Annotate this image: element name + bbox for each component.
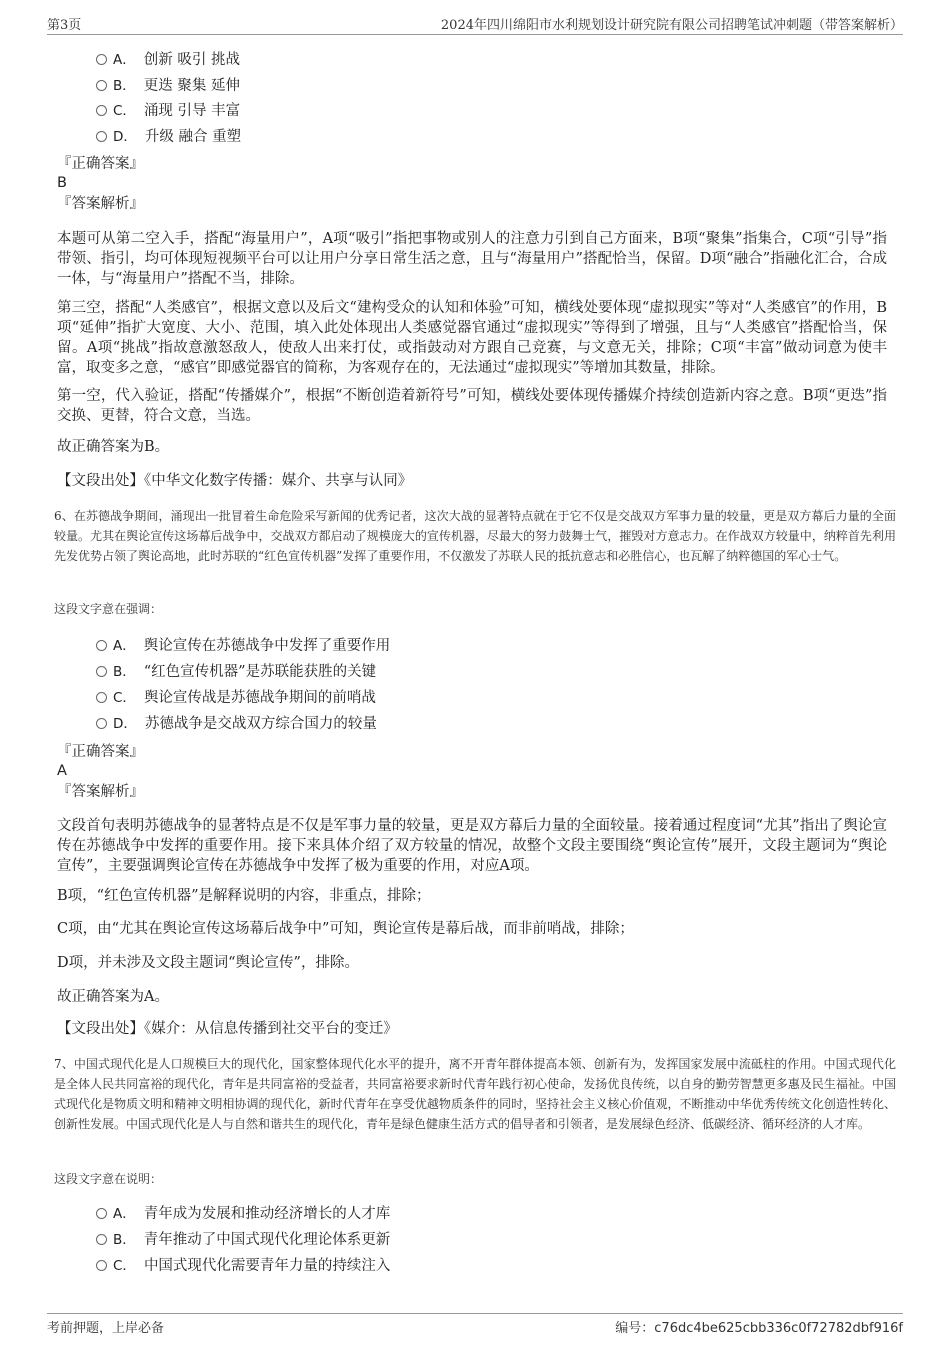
radio-icon[interactable]: [96, 80, 107, 91]
q6-option-b[interactable]: B． “红色宣传机器”是苏联能获胜的关键: [96, 662, 376, 682]
q5-option-b[interactable]: B． 更迭 聚集 延伸: [96, 76, 240, 96]
q5-answer: B: [57, 175, 67, 191]
radio-icon[interactable]: [96, 666, 107, 677]
q5-analysis-paragraph: 第一空，代入验证，搭配“传播媒介”，根据“不断创造着新符号”可知，横线处要体现传播媒介持续创造新内容之意。B项“更迭”指交换、更替，符合文意，当选。: [57, 388, 887, 424]
q7-question: 7、中国式现代化是人口规模巨大的现代化，国家整体现代化水平的提升，离不开青年群体提高本领、创新有为，发挥国家发展中流砥柱的作用。中国式现代化是全体人民共同富裕的现代化，青年是共同富裕的受益者，共同富裕要求新时代青年践行初心使命，发扬优良传统，以自身的勤劳智慧更多惠及民生福祉。中国式现代化是物质文明和精神文明相协调的现代化，新时代青年在享受优越物质条件的同时，坚持社会主义核心价值观，不断推动中华优秀传统文化创造性转化、创新性发展。中国式现代化是人与自然和谐共生的现代化，青年是绿色健康生活方式的倡导者和引领者，是发展绿色经济、低碳经济、循环经济的人才库。: [54, 1057, 896, 1131]
radio-icon[interactable]: [96, 718, 107, 729]
q5-analysis-paragraph: 本题可从第二空入手，搭配“海量用户”，A项“吸引”指把事物或别人的注意力引到自己方面来，B项“聚集”指集合，C项“引导”指带领、指引，均可体现短视频平台可以让用户分享日常生活之意，且与“海量用户”搭配恰当，保留。D项“融合”指融化汇合，合成一体，与“海量用户”搭配不当，排除。: [57, 231, 887, 287]
q6-analysis-paragraph: B项，“红色宣传机器”是解释说明的内容，非重点，排除；: [57, 888, 431, 904]
document-title: 2024年四川绵阳市水利规划设计研究院有限公司招聘笔试冲刺题（带答案解析）: [440, 18, 903, 33]
radio-icon[interactable]: [96, 131, 107, 142]
q6-analysis-paragraph: C项，由“尤其在舆论宣传这场幕后战争中”可知，舆论宣传是幕后战，而非前哨战，排除；: [57, 921, 634, 937]
code-value: c76dc4be625cbb336c0f72782dbf916f: [654, 1321, 903, 1336]
code-label: 编号：: [615, 1321, 655, 1336]
q7-option-c[interactable]: C． 中国式现代化需要青年力量的持续注入: [96, 1256, 390, 1276]
page-number: 第3页: [47, 18, 82, 33]
q5-analysis-paragraph: 第三空，搭配“人类感官”，根据文意以及后文“建构受众的认知和体验”可知，横线处要体现“虚拟现实”等对“人类感官”的作用，B项“延伸”指扩大宽度、大小、范围，填入此处体现出人类感觉器官通过“虚拟现实”等得到了增强，且与“人类感官”搭配恰当，保留。A项“挑战”指故意激怒敌人，使敌人出来打仗，或指鼓动对方跟自己竞赛，与文意无关，排除；C项“丰富”做动词意为使丰富，取变多之意，“感官”即感觉器官的简称，为客观存在的，无法通过“虚拟现实”等增加其数量，排除。: [57, 300, 887, 376]
q7-option-b[interactable]: B． 青年推动了中国式现代化理论体系更新: [96, 1230, 390, 1250]
q5-option-d[interactable]: D． 升级 融合 重塑: [96, 127, 241, 147]
q6-option-d[interactable]: D． 苏德战争是交战双方综合国力的较量: [96, 714, 377, 734]
radio-icon[interactable]: [96, 1234, 107, 1245]
q5-analysis-label: 『答案解析』: [57, 196, 144, 212]
radio-icon[interactable]: [96, 640, 107, 651]
radio-icon[interactable]: [96, 1260, 107, 1271]
radio-icon[interactable]: [96, 105, 107, 116]
q6-question: 6、在苏德战争期间，涌现出一批冒着生命危险采写新闻的优秀记者，这次大战的显著特点就在于它不仅是交战双方军事力量的较量，更是双方幕后力量的全面较量。尤其在舆论宣传这场幕后战争中，交战双方都启动了规模庞大的宣传机器，尽最大的努力鼓舞士气，摧毁对方意志力。在作战双方较量中，纳粹首先利用先发优势占领了舆论高地，此时苏联的“红色宣传机器”发挥了重要作用，不仅激发了苏联人民的抵抗意志和必胜信心，也瓦解了纳粹德国的军心士气。: [54, 509, 896, 563]
page-footer: [47, 1313, 903, 1336]
radio-icon[interactable]: [96, 692, 107, 703]
q5-answer-label: 『正确答案』: [57, 156, 144, 172]
q6-stem: 这段文字意在强调：: [54, 602, 163, 616]
page-header: [47, 14, 903, 35]
q7-option-a[interactable]: A． 青年成为发展和推动经济增长的人才库: [96, 1204, 390, 1224]
q5-option-a[interactable]: A． 创新 吸引 挑战: [96, 50, 240, 70]
q6-analysis-paragraph: D项，并未涉及文段主题词“舆论宣传”，排除。: [57, 955, 359, 971]
q6-answer: A: [57, 763, 67, 779]
q6-source: 【文段出处】《媒介：从信息传播到社交平台的变迁》: [57, 1021, 398, 1037]
q6-analysis-paragraph: 文段首句表明苏德战争的显著特点是不仅是军事力量的较量，更是双方幕后力量的全面较量。接着通过程度词“尤其”指出了舆论宣传在苏德战争中发挥的重要作用。接下来具体介绍了双方较量的情况，故整个文段主要围绕“舆论宣传”展开，文段主题词为“舆论宣传”，主要强调舆论宣传在苏德战争中发挥了极为重要的作用，对应A项。: [57, 818, 887, 874]
radio-icon[interactable]: [96, 54, 107, 65]
footer-slogan: 考前押题，上岸必备: [47, 1321, 165, 1336]
q5-option-c[interactable]: C． 涌现 引导 丰富: [96, 101, 240, 121]
q6-answer-label: 『正确答案』: [57, 744, 144, 760]
q6-analysis-conclusion: 故正确答案为A。: [57, 989, 169, 1005]
q5-source: 【文段出处】《中华文化数字传播：媒介、共享与认同》: [57, 473, 413, 489]
q7-stem: 这段文字意在说明：: [54, 1172, 163, 1186]
q6-option-a[interactable]: A． 舆论宣传在苏德战争中发挥了重要作用: [96, 636, 390, 656]
document-code: [615, 1317, 903, 1336]
q5-analysis-conclusion: 故正确答案为B。: [57, 439, 170, 455]
radio-icon[interactable]: [96, 1208, 107, 1219]
q6-analysis-label: 『答案解析』: [57, 784, 144, 800]
q6-option-c[interactable]: C． 舆论宣传战是苏德战争期间的前哨战: [96, 688, 376, 708]
